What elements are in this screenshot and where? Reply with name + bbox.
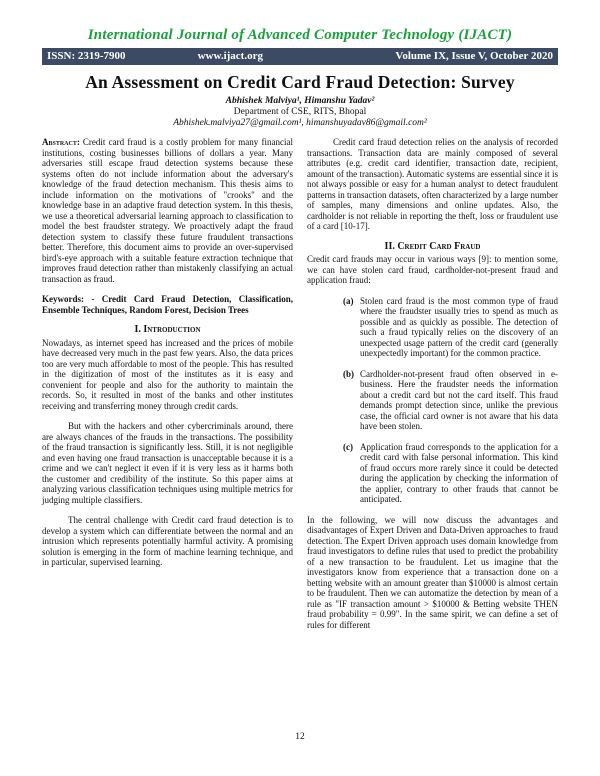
journal-name: International Journal of Advanced Computer Technology (IJACT) <box>87 27 513 43</box>
list-text-b: Cardholder-not-present fraud often observed in e-business. Here the fraudster needs the information about a credit card but not the card itself. This fraud demands prompt detection since, unlike the previous case, the official card owner is not aware that his data have been stolen. <box>360 368 558 431</box>
abstract-paragraph <box>42 137 293 284</box>
issn-number: ISSN: 2319-7900 <box>47 50 126 62</box>
list-marker-c: (c) <box>343 441 353 452</box>
paper-title: An Assessment on Credit Card Fraud Detection: Survey <box>85 72 515 92</box>
page-number: 12 <box>295 732 305 742</box>
content-columns <box>42 137 558 640</box>
issn-bar <box>42 48 558 65</box>
list-text-c: Application fraud corresponds to the application for a credit card with false personal information. This kind of fraud occurs more rarely since it could be detected during the application by checking the information of the applier, contrary to other frauds that cannot be anticipated. <box>360 441 558 504</box>
list-marker-a: (a) <box>343 295 354 306</box>
introduction-paragraph-1: Nowadays, as internet speed has increased and the prices of mobile have decreased very much in the past few years. Also, the data prices too are very much affordable to most of the people. This has resulted in the digitization of most of the institutes as it is easy and convenient for people and also for the authority to maintain the records. So, it resulted in most of the banks and other institutes receiving and transferring money through credit cards. <box>42 337 293 411</box>
right-column <box>307 137 558 640</box>
section-heading-introduction: I. Introduction <box>134 324 201 335</box>
journal-website: www.ijact.org <box>197 50 263 62</box>
list-marker-b: (b) <box>343 368 354 379</box>
introduction-paragraph-3: The central challenge with Credit card fraud detection is to develop a system which can differentiate between the normal and an intrusion which represents potentially harmful activity. A promising solution is emerging in the form of machine learning technique, and in particular, supervised learning. <box>42 515 293 567</box>
section-heading-credit-card-fraud: II. Credit Card Fraud <box>384 240 481 252</box>
introduction-paragraph-4: Credit card fraud detection relies on the analysis of recorded transactions. Transaction data are mainly composed of several attributes (e.g. credit card identifier, transaction date, recipient, amount of the transaction). Automatic systems are essential since it is not always possible or easy for a human analyst to detect fraudulent patterns in transaction datasets, often characterized by a large number of samples, many dimensions and online updates. Also, the cardholder is not reliable in reporting the theft, loss or fraudulent use of a card [10-17]. <box>307 137 558 231</box>
authors-line: Abhishek Malviya¹, Himanshu Yadav² <box>225 96 375 106</box>
fraud-lead-paragraph: Credit card frauds may occur in various ways [9]: to mention some, we can have stolen card fraud, cardholder-not-present fraud and application fraud: <box>307 254 558 285</box>
fraud-list-item-c <box>307 442 558 505</box>
fraud-closing-paragraph: In the following, we will now discuss the advantages and disadvantages of Expert Driven and Data-Driven approaches to fraud detection. The Expert Driven approach uses domain knowledge from fraud investigators to define rules that used to predict the probability of a new transaction to be fraudulent. Let us imagine that the investigators know from experience that a transaction done on a betting website with an amount greater than $10000 is almost certain to be fraudulent. Then we can automatize the detection by mean of a rule as "IF transaction amount > $10000 & Betting website THEN fraud probability = 0.99". In the same spirit, we can define a set of rules for different <box>307 514 558 630</box>
introduction-paragraph-2: But with the hackers and other cybercriminals around, there are always chances of the frauds in the transactions. The possibility of the fraud transaction is significantly less. Still, it is not negligible and even having one fraud transaction is unacceptable because it is a crime and we can't neglect it even if it is very less as it harms both the customer and credibility of the institute. So this paper aims at analyzing various classification techniques using multiple metrics for judging multiple classifiers. <box>42 421 293 505</box>
emails-line: Abhishek.malviya27@gmail.com¹, himanshuyadav86@gmail.com² <box>173 118 427 128</box>
fraud-list-item-b <box>307 369 558 432</box>
keywords-paragraph: Keywords: - Credit Card Fraud Detection, Classification, Ensemble Techniques, Random Forest, Decision Trees <box>42 294 293 315</box>
abstract-label: Abstract: <box>42 137 80 147</box>
abstract-text: Credit card fraud is a costly problem for many financial institutions, costing businesses billions of dollars a year. Many adversaries still escape fraud detection systems because these systems often do not include information about the adversary's knowledge of the fraud detection mechanism. This thesis aims to include information on the motivations of "crooks" and the knowledge base in an adaptive fraud detection system. In this thesis, we use a theoretical adversarial learning approach to classification to model the best fraudster strategy. We proactively adapt the fraud detection system to classify these future fraudulent transactions better. Therefore, this document aims to provide an over-supervised bird's-eye approach with a suitable feature extraction technique that improves fraud detection rather than mistakenly classifying an actual transaction as fraud. <box>42 137 293 284</box>
list-text-a: Stolen card fraud is the most common type of fraud where the fraudster usually tries to spend as much as possible and as quickly as possible. The detection of such a fraud typically relies on the discovery of an unexpected usage pattern of the credit card (generally unexpectedly important) for the common practice. <box>360 295 558 358</box>
affiliation-line: Department of CSE, RITS, Bhopal <box>233 107 367 117</box>
volume-issue: Volume IX, Issue V, October 2020 <box>395 50 553 62</box>
left-column <box>42 137 293 640</box>
fraud-list-item-a <box>307 296 558 359</box>
